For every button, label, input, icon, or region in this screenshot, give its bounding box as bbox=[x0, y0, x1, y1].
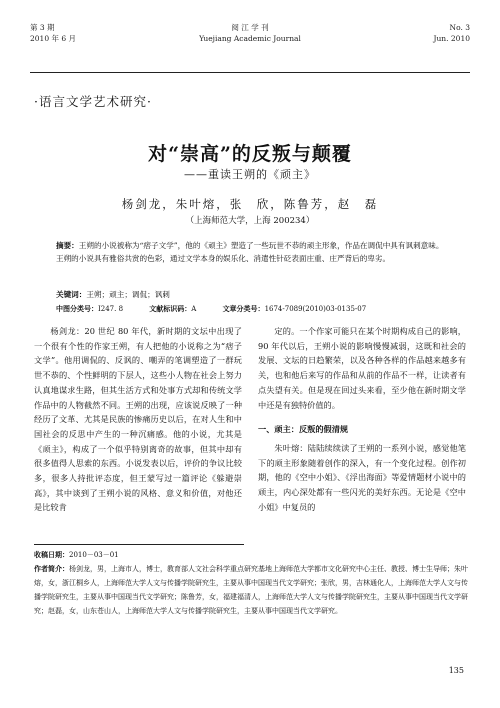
header-center bbox=[30, 22, 470, 44]
body-column-left bbox=[34, 324, 242, 515]
author-affiliation: （上海师范大学，上海 200234） bbox=[185, 216, 315, 226]
received-date bbox=[34, 548, 468, 562]
article-value: 1674-7089(2010)03-0135-07 bbox=[264, 305, 367, 313]
article-subtitle: ——重读王朔的《顽主》 bbox=[184, 168, 316, 181]
received-label: 收稿日期： bbox=[34, 550, 69, 559]
doc-label: 文献标识码： bbox=[149, 304, 192, 313]
clc-code bbox=[56, 305, 123, 313]
received-value: 2010－03－01 bbox=[69, 551, 119, 559]
journal-name-cn: 阅 江 学 刊 bbox=[231, 23, 269, 32]
article-label: 文章分类号： bbox=[222, 304, 265, 313]
issue-number: 第 3 期 bbox=[30, 23, 55, 32]
header-right bbox=[433, 22, 470, 44]
bio-text: 杨剑龙，男，上海市人，博士，教育部人文社会科学重点研究基地上海师范大学都市文化研究中心主任、教授、博士生导师；朱叶熔，女，浙江桐乡人，上海师范大学人文与传播学院研究生，主要从事中国现当代文学研究；张欣，男，吉林通化人，上海师范大学人文与传播学院研究生，主要从事中国现当代文学研究；陈鲁芳，女，福建福清人，上海师范大学人文与传播学院研究生，主要从事中国现当代文学研究；赵磊，女，山东苍山人，上海师范大学人文与传播学院研究生，主要从事中国现当代文学研究。 bbox=[34, 565, 468, 615]
header-rule bbox=[30, 72, 470, 73]
article-code bbox=[223, 305, 367, 313]
abstract-label: 摘要： bbox=[56, 241, 79, 250]
classification-meta bbox=[56, 304, 470, 314]
footnote-rule bbox=[34, 544, 244, 545]
column-tag: ·语言文学艺术研究· bbox=[34, 94, 152, 109]
bio-label: 作者简介： bbox=[34, 564, 69, 573]
doc-value: A bbox=[191, 305, 197, 313]
running-header bbox=[30, 22, 470, 66]
paragraph: 朱叶熔：陆陆续续读了王朔的一系列小说，感觉他笔下的顽主形象随着创作的深入，有一个变化过程。创作初期，他的《空中小姐》、《浮出海面》等爱情题材小说中的顽主，内心深处都有一些闪光的美好东西。无论是《空中小姐》中复员的 bbox=[258, 442, 466, 512]
journal-name-en: Yuejiang Academic Journal bbox=[199, 34, 301, 43]
clc-label: 中图分类号： bbox=[56, 304, 98, 313]
paragraph: 杨剑龙：20 世纪 80 年代，新时期的文坛中出现了一个很有个性的作家王朔，有人把他的小说称之为“痞子文学”。他用调侃的、反讽的、嘲弄的笔调塑造了一群玩世不恭的、个性鲜明的下层人，这些小人物在社会上努力认真地谋求生路，但其生活方式和处事方式却和传统文学作品中的人物截然不同。王朔的出现，应该说反映了一种经历了文革、尤其是民族的惨痛历史以后，在对人生和中国社会的反思中产生的一种沉痛感。他的小说，尤其是《顽主》，构成了一个似乎特别离奇的故事，但其中却有很多值得人思索的东西。小说发表以后，评价的争议比较多，很多人持批评态度，但王蒙写过一篇评论《躲避崇高》，其中谈到了王朔小说的风格、意义和价值，对他还是比较肯 bbox=[34, 326, 242, 513]
keywords bbox=[56, 289, 444, 300]
page-number: 135 bbox=[448, 666, 464, 675]
issue-number-en: No. 3 bbox=[449, 23, 470, 32]
keywords-text: 王朔；顽主；调侃；讽刺 bbox=[86, 290, 170, 299]
issue-date: 2010 年 6 月 bbox=[30, 34, 77, 43]
body-column-right bbox=[258, 324, 466, 514]
clc-value: I247. 8 bbox=[98, 305, 124, 313]
paragraph: 定的。一个作家可能只在某个时期构成自己的影响，90 年代以后，王朔小说的影响慢慢减弱，这既和社会的发展、文坛的日趋繁荣，以及各种各样的作品越来越多有关，也和他后来写的作品和从前的作品不一样，让读者有点失望有关。但是现在回过头来看，至少他在新时期文学中还是有独特价值的。 bbox=[258, 326, 466, 410]
author-list: 杨剑龙，朱叶熔，张 欣，陈鲁芳，赵 磊 bbox=[121, 197, 379, 211]
keywords-label: 关键词： bbox=[56, 290, 87, 299]
footnotes bbox=[34, 548, 468, 618]
doc-code bbox=[149, 305, 196, 313]
issue-date-en: Jun. 2010 bbox=[433, 34, 470, 43]
author-bio bbox=[34, 562, 468, 618]
abstract-text: 王朔的小说被称为“痞子文学”，他的《顽主》塑造了一些玩世不恭的顽主形象，作品在调侃中具有讽刺意味。王朔的小说具有雅俗共赏的色彩，通过文学本身的娱乐化、消遣性针砭表面庄重、庄严背后的卑劣。 bbox=[56, 241, 444, 263]
article-title: 对“崇高”的反叛与颠覆 bbox=[148, 143, 352, 165]
abstract bbox=[56, 240, 444, 265]
section-heading: 一、顽主：反叛的假清规 bbox=[258, 424, 349, 435]
